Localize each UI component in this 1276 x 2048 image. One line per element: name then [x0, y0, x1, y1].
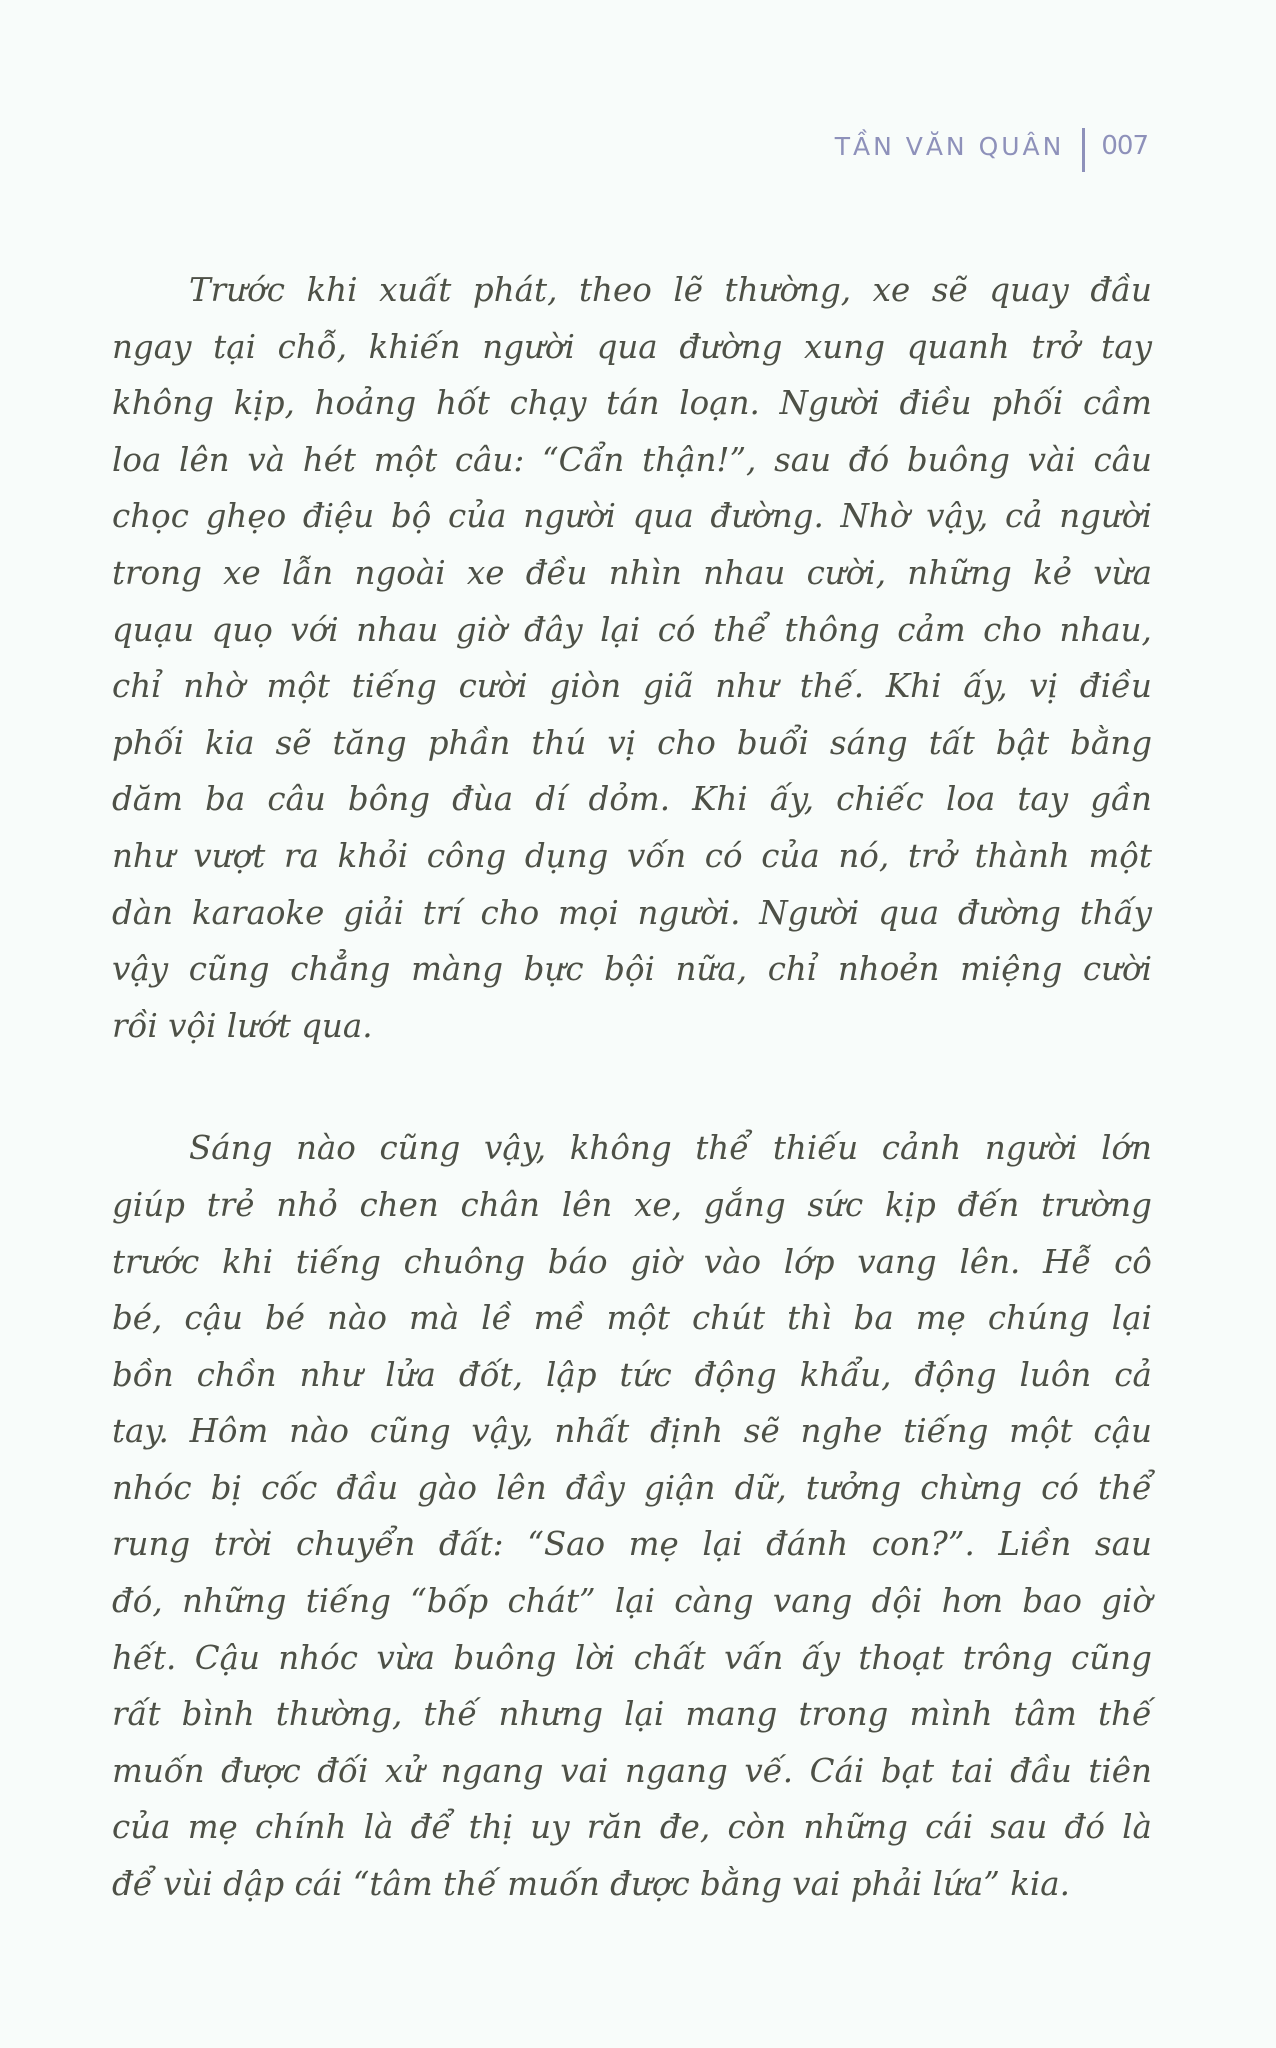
text-line: của mẹ chính là để thị uy răn đe, còn những cái sau đó là: [112, 1808, 1152, 1847]
body-text: [112, 262, 1152, 1979]
header-divider: [1082, 128, 1085, 172]
text-line: muốn được đối xử ngang vai ngang vế. Cái bạt tai đầu tiên: [112, 1751, 1152, 1790]
page-header: [0, 124, 1148, 168]
text-line: vậy cũng chẳng màng bực bội nữa, chỉ nhoẻn miệng cười: [112, 950, 1152, 989]
page-number: 007: [1101, 131, 1148, 161]
text-line: ngay tại chỗ, khiến người qua đường xung quanh trở tay: [112, 327, 1152, 366]
paragraph-2: [112, 1120, 1152, 1912]
text-line: dăm ba câu bông đùa dí dỏm. Khi ấy, chiếc loa tay gần: [112, 780, 1152, 819]
text-line: tay. Hôm nào cũng vậy, nhất định sẽ nghe tiếng một cậu: [112, 1412, 1152, 1451]
text-line: rồi vội lướt qua.: [112, 1006, 373, 1045]
text-line: hết. Cậu nhóc vừa buông lời chất vấn ấy thoạt trông cũng: [112, 1638, 1152, 1677]
text-line: dàn karaoke giải trí cho mọi người. Người qua đường thấy: [112, 893, 1152, 932]
running-title: TẦN VĂN QUÂN: [834, 131, 1065, 161]
text-line: quạu quọ với nhau giờ đây lại có thể thông cảm cho nhau,: [112, 610, 1152, 649]
text-line: loa lên và hét một câu: “Cẩn thận!”, sau đó buông vài câu: [112, 440, 1152, 479]
paragraph-1: [112, 262, 1152, 1054]
text-line: giúp trẻ nhỏ chen chân lên xe, gắng sức kịp đến trường: [112, 1185, 1152, 1224]
text-line: bồn chồn như lửa đốt, lập tức động khẩu, động luôn cả: [112, 1355, 1152, 1394]
text-line: rất bình thường, thế nhưng lại mang trong mình tâm thế: [112, 1695, 1152, 1734]
text-line: chỉ nhờ một tiếng cười giòn giã như thế. Khi ấy, vị điều: [112, 667, 1152, 706]
text-line: đó, những tiếng “bốp chát” lại càng vang dội hơn bao giờ: [112, 1582, 1152, 1621]
text-line: rung trời chuyển đất: “Sao mẹ lại đánh con?”. Liền sau: [112, 1525, 1152, 1564]
text-line: nhóc bị cốc đầu gào lên đầy giận dữ, tưởng chừng có thể: [112, 1468, 1152, 1507]
text-line: bé, cậu bé nào mà lề mề một chút thì ba mẹ chúng lại: [112, 1299, 1152, 1338]
text-line: Sáng nào cũng vậy, không thể thiếu cảnh người lớn: [189, 1129, 1152, 1168]
text-line: Trước khi xuất phát, theo lẽ thường, xe sẽ quay đầu: [189, 271, 1152, 309]
text-line: để vùi dập cái “tâm thế muốn được bằng vai phải lứa” kia.: [112, 1865, 1071, 1904]
text-line: trong xe lẫn ngoài xe đều nhìn nhau cười, những kẻ vừa: [112, 553, 1152, 592]
text-line: như vượt ra khỏi công dụng vốn có của nó, trở thành một: [112, 836, 1152, 875]
text-line: trước khi tiếng chuông báo giờ vào lớp vang lên. Hễ cô: [112, 1242, 1152, 1281]
text-line: không kịp, hoảng hốt chạy tán loạn. Người điều phối cầm: [112, 384, 1152, 423]
text-line: phối kia sẽ tăng phần thú vị cho buổi sáng tất bật bằng: [112, 723, 1152, 762]
text-line: chọc ghẹo điệu bộ của người qua đường. Nhờ vậy, cả người: [112, 497, 1152, 536]
